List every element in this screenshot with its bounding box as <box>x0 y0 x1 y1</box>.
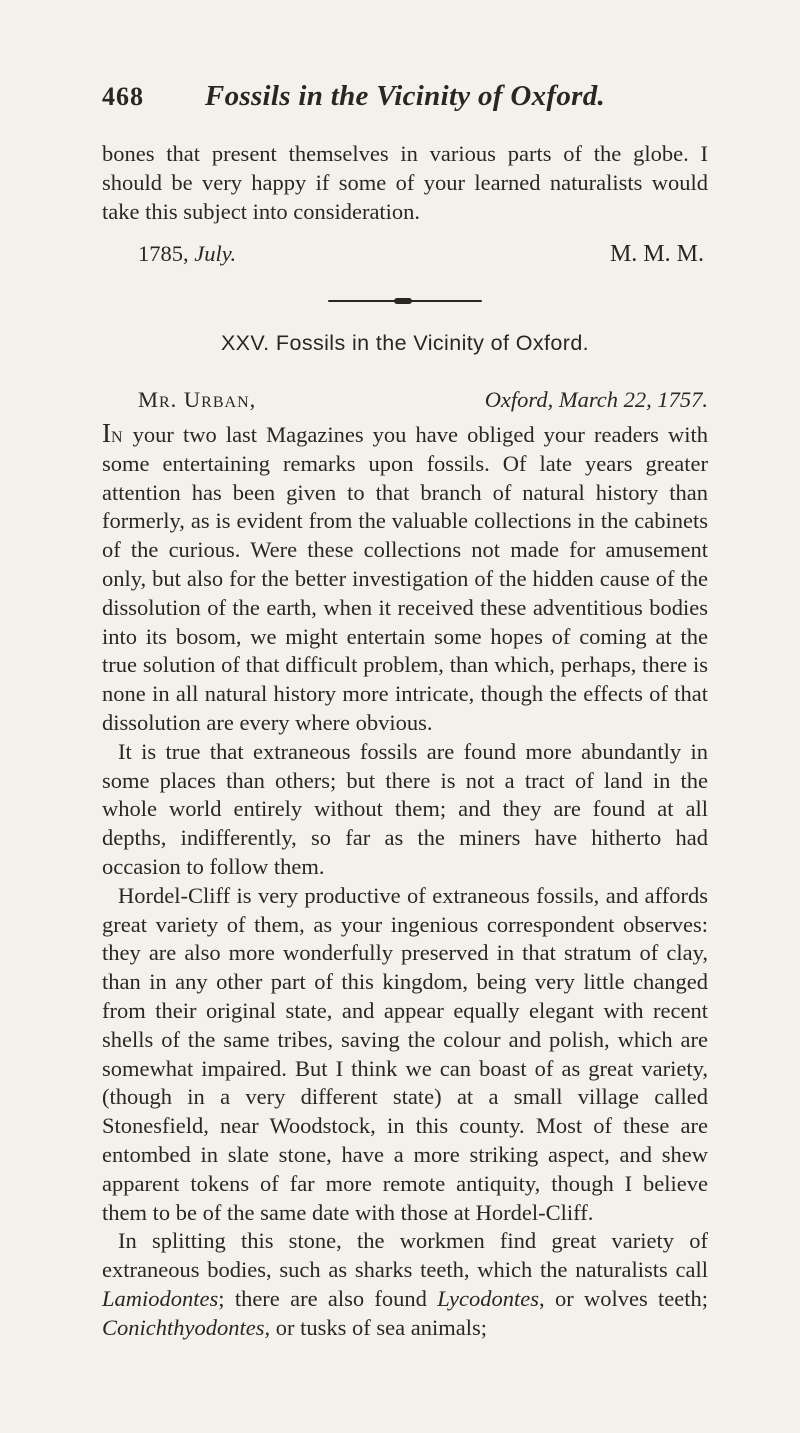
drop-cap: I <box>102 417 111 448</box>
signature-initials: M. M. M. <box>609 241 704 268</box>
article-paragraph-3: Hordel-Cliff is very productive of extraneous fossils, and affords great variety of them, as your ingenious correspondent observes: they are also more wonderfully preserved in that stratum of clay, than in any other part of this kingdom, being very little changed from their original state, and appear equally elegant with recent shells of the same tribes, saving the colour and polish, which are somewhat impaired. But I think we can boast of as great variety, (though in a very different state) at a small village called Stonesfield, near Woodstock, in this county. Most of these are entombed in slate stone, have a more striking aspect, and shew apparent tokens of far more remote antiquity, though I believe them to be of the same date with those at Hordel-Cliff. <box>102 882 708 1225</box>
drop-cap-rest: n <box>111 421 124 447</box>
paragraph-1-text: your two last Magazines you have obliged your readers with some entertaining remarks upon fossils. Of late years greater attention has been given to that branch of natural history than formerly, as is evident from the valuable collections in the cabinets of the curious. Were these collections not made for amusement only, but also for the better investigation of the hidden cause of the dissolution of the earth, when it received these adventitious bodies into its bosom, we might entertain some hopes of coming at the true solution of that difficult problem, than which, perhaps, there is none in all natural history more intricate, though the effects of that dissolution are every where obvious. <box>102 421 709 735</box>
letter-salutation <box>102 386 708 415</box>
running-title: Fossils in the Vicinity of Oxford. <box>204 80 606 112</box>
signature-month: July. <box>194 241 237 267</box>
term-lycodontes: Lycodontes <box>437 1285 540 1311</box>
page-header <box>102 52 708 112</box>
article-paragraph-1 <box>102 419 708 738</box>
para-4-text-1: In splitting this stone, the workmen find great variety of extraneous bodies, such as sharks teeth, which the naturalists call <box>102 1228 708 1283</box>
term-conichthyodontes: Conichthyodontes <box>102 1314 265 1340</box>
ornamental-divider <box>328 299 482 303</box>
signature-year: 1785, <box>138 241 189 267</box>
article-paragraph-2: It is true that extraneous fossils are found more abundantly in some places than others; but there is not a tract of land in the whole world entirely without them; and they are found at all depths, indifferently, so far as the miners have hitherto had occasion to follow them. <box>102 738 708 879</box>
signature-date <box>138 240 236 269</box>
para-4-text-2: ; there are also found <box>218 1285 438 1311</box>
letter-addressee: Mr. Urban, <box>138 387 257 413</box>
letter-dateline: Oxford, March 22, 1757. <box>484 387 708 413</box>
previous-letter-closing: bones that present themselves in various parts of the globe. I should be very happy if some of your learned naturalists would take this subject into consideration. <box>102 141 708 224</box>
article-paragraph-4 <box>102 1227 708 1342</box>
para-4-text-4: , or tusks of sea animals; <box>264 1314 487 1340</box>
article-title: XXV. Fossils in the Vicinity of Oxford. <box>220 331 590 356</box>
term-lamiodontes: Lamiodontes <box>102 1285 219 1311</box>
page-number: 468 <box>102 82 144 111</box>
para-4-text-3: , or wolves teeth; <box>539 1285 709 1311</box>
previous-letter-signature <box>102 240 708 269</box>
